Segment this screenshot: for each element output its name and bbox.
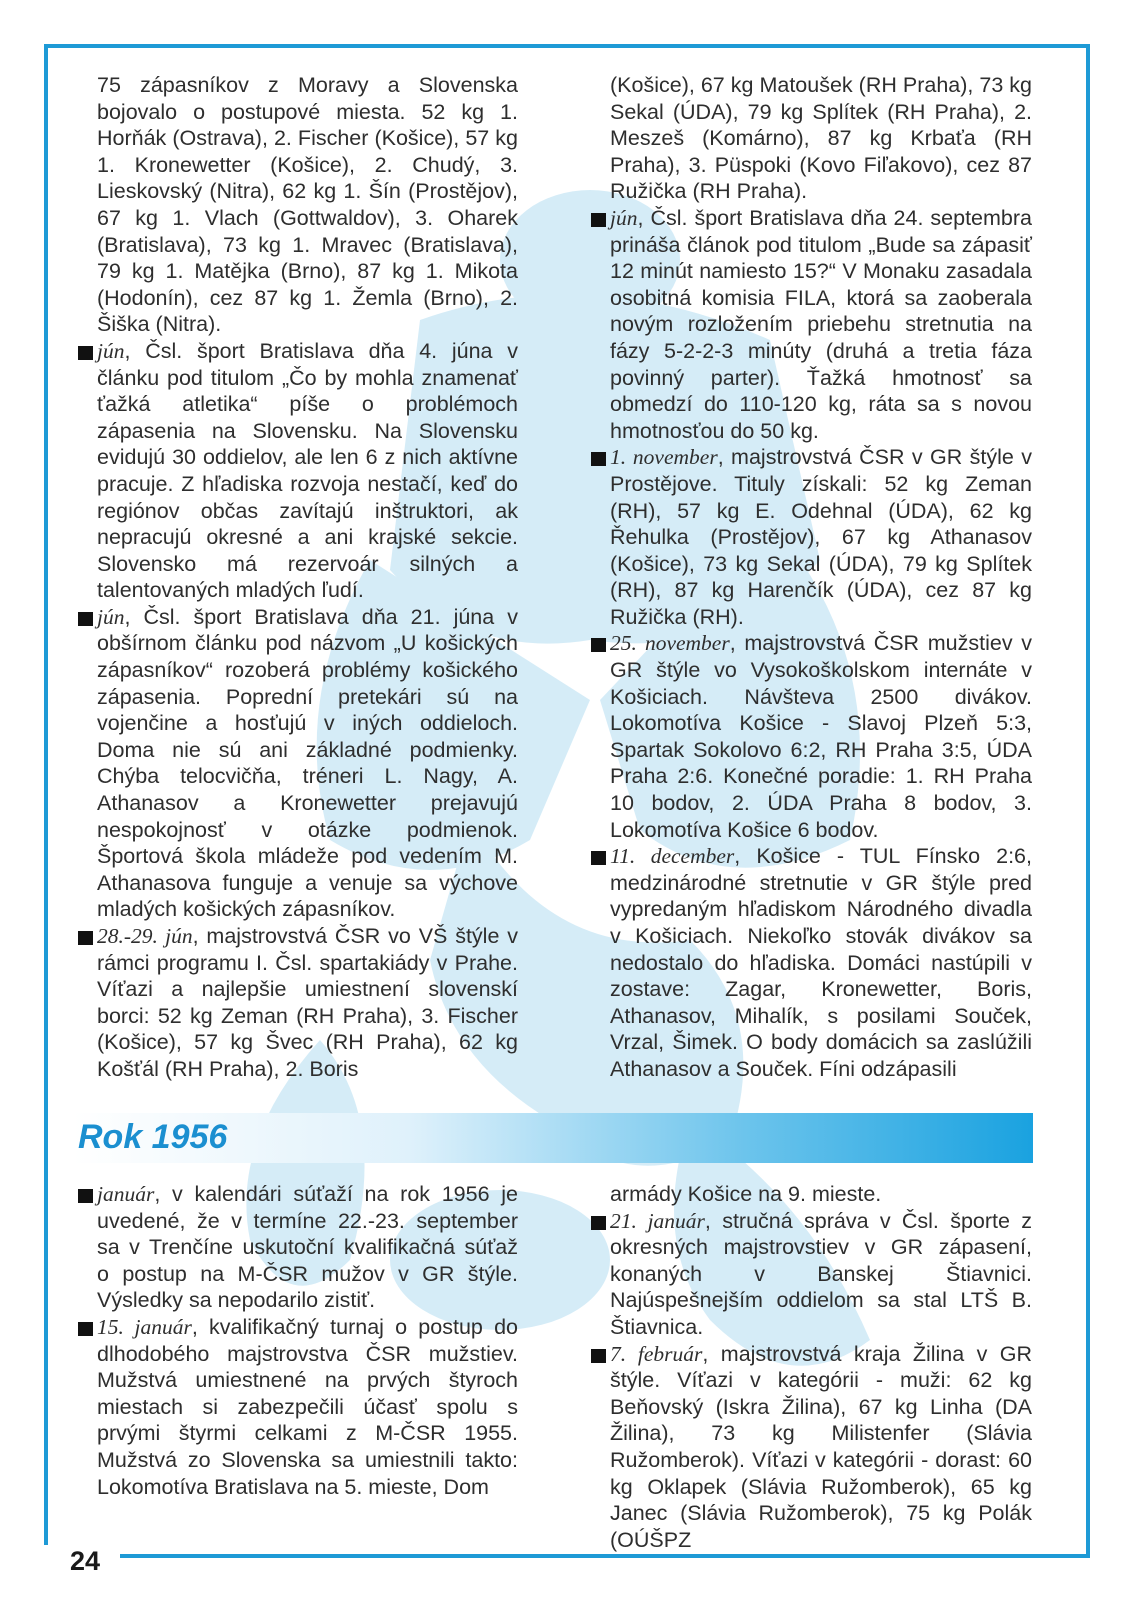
bullet-square-icon (591, 452, 606, 466)
bullet-square-icon (591, 851, 606, 865)
chronicle-entry (591, 1341, 1032, 1554)
entry-date: 1. november (610, 445, 718, 470)
entry-text: , Čsl. šport Bratislava dňa 21. júna v obšírnom článku pod názvom „U košických zápasníkov“ rozoberá problémy košického zápasenia. Poprední pretekári sú na vojenčine a hosťujú v iných oddieloch. Doma nie sú ani základné podmienky. Chýba telocvičňa, tréneri L. Nagy, A. Athanasov a Kronewetter prejavujú nespokojnosť v otázke podmienok. Športová škola mládeže pod vedením M. Athanasova funguje a venuje sa výchove mladých košických zápasníkov. (97, 604, 518, 922)
entry-text: , majstrovstvá ČSR mužstiev v GR štýle vo Vysokoškolskom internáte v Košiciach. Návšteva 2500 divákov. Lokomotíva Košice - Slavoj Plzeň 5:3, Spartak Sokolovo 6:2, RH Praha 3:5, ÚDA Praha 2:6. Konečné poradie: 1. RH Praha 10 bodov, 2. ÚDA Praha 8 bodov, 3. Lokomotíva Košice 6 bodov. (610, 631, 1032, 842)
entry-date: jún (97, 338, 125, 363)
entry-date: 15. január (97, 1314, 192, 1339)
bullet-square-icon (78, 931, 93, 945)
bullet-square-icon (591, 638, 606, 652)
entry-text: , stručná správa v Čsl. športe z okresných majstrovstiev v GR zápasení, konaných v Banskej Štiavnici. Najúspešnejším oddielom sa stal LTŠ B. Štiavnica. (610, 1208, 1032, 1339)
column-2 (591, 72, 1032, 1083)
entry-text: , v kalendári súťaží na rok 1956 je uvedené, že v termíne 22.-23. september sa v Trenčíne uskutoční kvalifikačná súťaž o postup na M-ČSR mužov v GR štýle. Výsledky sa nepodarilo zistiť. (97, 1182, 518, 1313)
entry-date: 25. november (610, 631, 730, 656)
entry-date: 21. január (610, 1208, 705, 1233)
chronicle-entry (78, 338, 518, 604)
entry-date: 11. december (610, 844, 735, 869)
column-3 (78, 1181, 518, 1500)
entry-text: , Čsl. šport Bratislava dňa 4. júna v článku pod titulom „Čo by mohla znamenať ťažká atletika“ píše o problémoch zápasenia na Slovensku. Na Slovensku evidujú 30 oddielov, ale len 6 z nich aktívne pracuje. Z hľadiska rozvoja nestačí, keď do regiónov občas zavítajú inštruktori, ak nepracujú okresné a ani krajské sekcie. Slovensko má rezervoár silných a talentovaných mladých ľudí. (97, 338, 518, 603)
entry-text: , Čsl. šport Bratislava dňa 24. septembra prináša článok pod titulom „Bude sa zápasiť 12 minút namiesto 15?“ V Monaku zasadala osobitná komisia FILA, ktorá sa zaoberala novým rozložením priebehu stretnutia na fázy 5-2-2-3 minúty (druhá a tretia fáza povinný parter). Ťažká hmotnosť sa obmedzí do 110-120 kg, ráta sa s novou hmotnosťou do 50 kg. (610, 205, 1032, 443)
chronicle-entry (78, 604, 518, 923)
column-1 (78, 72, 518, 1083)
entry-date: január (97, 1182, 155, 1206)
paragraph-continuation: 75 zápasníkov z Moravy a Slovenska bojovalo o postupové miesta. 52 kg 1. Horňák (Ostrava), 2. Fischer (Košice), 57 kg 1. Kronewetter (Košice), 2. Chudý, 3. Lieskovský (Nitra), 62 kg 1. Šín (Prostějov), 67 kg 1. Vlach (Gottwaldov), 3. Oharek (Bratislava), 73 kg 1. Mravec (Bratislava), 79 kg 1. Matějka (Brno), 87 kg 1. Mikota (Hodonín), cez 87 kg 1. Žemla (Brno), 2. Šiška (Nitra). (97, 73, 518, 337)
entry-text: , majstrovstvá kraja Žilina v GR štýle. Víťazi v kategórii - muži: 62 kg Beňovský (Iskra Žilina), 67 kg Linha (DA Žilina), 73 kg Milistenfer (Slávia Ružomberok). Víťazi v kategórii - dorast: 60 kg Oklapek (Slávia Ružomberok), 65 kg Janec (Slávia Ružomberok), 75 kg Polák (OÚŠPZ (610, 1341, 1033, 1552)
entry-date: jún (610, 205, 638, 230)
chronicle-entry (591, 444, 1032, 630)
paragraph-continuation: (Košice), 67 kg Matoušek (RH Praha), 73 kg Sekal (ÚDA), 79 kg Splítek (RH Praha), 2. Meszeš (Komárno), 87 kg Krbaťa (RH Praha), 3. Püspoki (Kovo Fiľakovo), cez 87 Ružička (RH Praha). (610, 73, 1032, 204)
page-number: 24 (66, 1546, 106, 1577)
entry-text: , majstrovstvá ČSR v GR štýle v Prostějove. Tituly získali: 52 kg Zeman (RH), 57 kg E. Odehnal (ÚDA), 62 kg Řehulka (Prostějov), 67 kg Athanasov (Košice), 73 kg Sekal (ÚDA), 79 kg Splítek (RH), 87 kg Harenčík (ÚDA), cez 87 kg Ružička (RH). (610, 445, 1032, 629)
chronicle-entry (591, 205, 1032, 444)
entry-text: , Košice - TUL Fínsko 2:6, medzinárodné stretnutie v GR štýle pred vypredaným hľadiskom Národného divadla v Košiciach. Niekoľko stovák divákov sa nedostalo do hľadiska. Domáci nastúpili v zostave: Zagar, Kronewetter, Boris, Athanasov, Mihalík, s posilami Souček, Vrzal, Šimek. O body domácich sa zaslúžili Athanasov a Souček. Fíni odzápasili (610, 844, 1032, 1081)
entry-text: , kvalifikačný turnaj o postup do dlhodobého majstrovstva ČSR mužstiev. Mužstvá umiestnené na prvých štyroch miestach si zabezpečili účasť spolu s prvými štyrmi celkami z M-ČSR 1955. Mužstvá zo Slovenska sa umiestnili takto: Lokomotíva Bratislava na 5. mieste, Dom (97, 1314, 518, 1499)
chronicle-entry (78, 1181, 518, 1314)
chronicle-entry (591, 630, 1032, 843)
bullet-square-icon (78, 612, 93, 626)
entry-date: 28.-29. jún (97, 924, 193, 948)
entry-date: 7. február (610, 1341, 703, 1366)
chronicle-entry (78, 1314, 518, 1500)
chronicle-entry (591, 843, 1032, 1082)
year-heading: Rok 1956 (78, 1118, 228, 1156)
bullet-square-icon (78, 1322, 93, 1336)
bullet-square-icon (591, 1216, 606, 1230)
entry-date: jún (97, 604, 125, 629)
chronicle-entry (78, 923, 518, 1083)
bullet-square-icon (78, 346, 93, 360)
bullet-square-icon (78, 1189, 93, 1203)
entry-text: , majstrovstvá ČSR vo VŠ štýle v rámci programu I. Čsl. spartakiády v Prahe. Víťazi a najlepšie umiestnení slovenskí borci: 52 kg Zeman (RH Praha), 3. Fischer (Košice), 57 kg Švec (RH Praha), 62 kg Košťál (RH Praha), 2. Boris (97, 924, 518, 1081)
bullet-square-icon (591, 1349, 606, 1363)
column-4 (591, 1181, 1032, 1553)
bullet-square-icon (591, 213, 606, 227)
paragraph-continuation: armády Košice na 9. mieste. (610, 1182, 882, 1206)
chronicle-entry (591, 1208, 1032, 1341)
